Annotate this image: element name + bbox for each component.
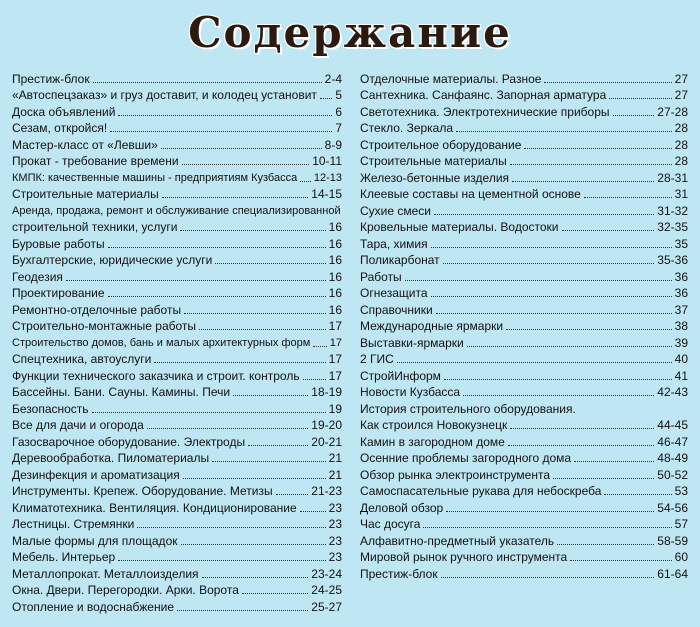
toc-leader-dots	[202, 577, 309, 578]
toc-leader-dots	[436, 313, 672, 314]
toc-entry-page: 23	[328, 533, 342, 548]
toc-leader-dots	[212, 461, 326, 462]
toc-entry-page: 10-11	[312, 154, 342, 168]
toc-entry[interactable]	[12, 499, 342, 516]
toc-entry-label: Геодезия	[12, 269, 63, 284]
toc-entry-page: 28-31	[657, 170, 688, 185]
toc-entry-label: Инструменты. Крепеж. Оборудование. Метизы	[12, 484, 273, 498]
toc-entry-label: Обзор рынка электроинструмента	[360, 467, 551, 482]
toc-entry[interactable]	[360, 433, 688, 450]
toc-entry-label: Буровые работы	[12, 236, 105, 251]
toc-entry-page: 35-36	[657, 253, 688, 267]
toc-entry[interactable]	[12, 565, 342, 582]
toc-entry-label: Тара, химия	[360, 236, 428, 251]
toc-leader-dots	[199, 329, 326, 330]
toc-entry-label: Новости Кузбасса	[360, 385, 461, 399]
toc-leader-dots	[434, 214, 654, 215]
toc-leader-dots	[463, 395, 654, 396]
toc-entry-label: Доска объявлений	[12, 104, 116, 119]
toc-entry-label: Сантехника. Санфаянс. Запорная арматура	[360, 88, 607, 102]
toc-entry-page: 31	[674, 187, 688, 201]
toc-entry[interactable]	[360, 186, 688, 203]
toc-leader-dots	[506, 329, 672, 330]
toc-entry-page: 42-43	[657, 385, 688, 399]
toc-entry-label: История строительного оборудования.	[360, 401, 576, 416]
toc-entry-page: 44-45	[657, 418, 688, 432]
toc-entry[interactable]	[360, 219, 688, 236]
toc-leader-dots	[313, 346, 326, 347]
toc-entry-label: Выставки-ярмарки	[360, 335, 464, 350]
toc-leader-dots	[161, 148, 322, 149]
toc-leader-dots	[181, 544, 326, 545]
toc-entry-page: 16	[328, 286, 342, 300]
toc-entry[interactable]	[12, 483, 342, 500]
toc-left-column	[12, 70, 342, 615]
toc-leader-dots	[562, 230, 655, 231]
toc-entry-label: Осенние проблемы загородного дома	[360, 451, 572, 465]
toc-entry-label: Сезам, откройся!	[12, 121, 108, 135]
toc-entry[interactable]	[12, 219, 342, 236]
toc-entry[interactable]	[12, 334, 342, 351]
toc-entry-page: 2-4	[324, 71, 342, 86]
toc-entry-page: 16	[328, 269, 342, 284]
toc-entry[interactable]	[12, 153, 342, 170]
toc-entry-page: 28	[674, 154, 688, 168]
toc-entry-label: Сухие смеси	[360, 203, 432, 218]
toc-entry[interactable]	[360, 301, 688, 318]
toc-entry[interactable]	[360, 499, 688, 516]
toc-entry-page: 48-49	[657, 451, 688, 465]
toc-entry[interactable]	[12, 186, 342, 203]
toc-entry-page: 6	[335, 104, 342, 119]
toc-entry[interactable]	[360, 532, 688, 549]
toc-entry-page: 53	[674, 484, 688, 498]
toc-entry[interactable]	[360, 483, 688, 500]
toc-entry[interactable]	[12, 367, 342, 384]
toc-entry-page: 17	[328, 319, 342, 333]
toc-entry-page: 37	[674, 302, 688, 317]
toc-entry-label: Работы	[360, 269, 402, 284]
toc-leader-dots	[180, 230, 325, 231]
toc-leader-dots	[609, 98, 671, 99]
toc-entry[interactable]	[360, 516, 688, 533]
toc-entry-page: 16	[328, 253, 342, 267]
toc-entry[interactable]	[12, 598, 342, 615]
toc-entry-page: 23	[328, 550, 342, 564]
toc-leader-dots	[584, 197, 672, 198]
toc-leader-dots	[508, 445, 654, 446]
toc-leader-dots	[154, 362, 325, 363]
toc-leader-dots	[118, 115, 332, 116]
toc-entry-page: 39	[674, 335, 688, 350]
toc-entry[interactable]	[12, 285, 342, 302]
toc-entry-page: 36	[674, 286, 688, 300]
toc-entry[interactable]	[360, 87, 688, 104]
toc-entry-page: 27	[674, 71, 688, 86]
toc-entry-page: 61-64	[657, 566, 688, 581]
toc-entry[interactable]	[12, 87, 342, 104]
toc-entry-label: Мировой рынок ручного инструмента	[360, 550, 568, 564]
toc-leader-dots	[570, 560, 671, 561]
toc-entry-label: Светотехника. Электротехнические приборы	[360, 104, 610, 119]
toc-entry-page: 32-35	[657, 220, 688, 234]
toc-entry-label: Камин в загородном доме	[360, 434, 505, 449]
toc-entry-page: 7	[335, 121, 342, 135]
toc-entry-page: 17	[329, 336, 342, 349]
toc-entry[interactable]	[360, 169, 688, 186]
toc-entry[interactable]	[12, 318, 342, 335]
toc-entry-page: 23-24	[311, 566, 342, 581]
toc-entry[interactable]	[360, 351, 688, 368]
toc-entry-label: Клеевые составы на цементной основе	[360, 187, 581, 201]
toc-entry-label: Огнезащита	[360, 286, 428, 300]
toc-entry[interactable]	[360, 367, 688, 384]
toc-entry-page: 41	[674, 368, 688, 383]
toc-leader-dots	[544, 82, 671, 83]
toc-entry-label: Ремонтно-отделочные работы	[12, 302, 182, 317]
toc-entry[interactable]	[360, 450, 688, 467]
toc-leader-dots	[456, 131, 672, 132]
toc-entry[interactable]	[360, 318, 688, 335]
toc-entry-label: Бассейны. Бани. Сауны. Камины. Печи	[12, 385, 231, 399]
toc-leader-dots	[303, 379, 326, 380]
toc-entry-label: Деловой обзор	[360, 500, 444, 515]
toc-entry-label: Деревообработка. Пиломатериалы	[12, 451, 210, 465]
toc-entry[interactable]	[360, 549, 688, 566]
toc-entry[interactable]	[360, 285, 688, 302]
toc-leader-dots	[137, 527, 325, 528]
toc-leader-dots	[423, 527, 671, 528]
toc-entry-page: 23	[328, 500, 342, 515]
toc-leader-dots	[147, 428, 308, 429]
toc-entry-page: 5	[335, 88, 342, 102]
toc-leader-dots	[405, 280, 672, 281]
toc-entry[interactable]	[12, 532, 342, 549]
toc-leader-dots	[431, 296, 672, 297]
toc-entry[interactable]	[360, 417, 688, 434]
toc-leader-dots	[108, 296, 326, 297]
toc-entry-page: 12-13	[313, 171, 342, 184]
toc-entry-label: Функции технического заказчика и строит. контроль	[12, 368, 300, 383]
toc-entry-page: 27-28	[657, 104, 688, 119]
toc-entry-page: 8-9	[324, 137, 342, 152]
toc-entry[interactable]	[12, 169, 342, 186]
toc-entry-page: 28	[674, 121, 688, 135]
toc-entry-page: 35	[674, 236, 688, 251]
toc-entry-page: 50-52	[657, 467, 688, 482]
toc-entry-page: 36	[674, 269, 688, 284]
toc-leader-dots	[441, 577, 655, 578]
toc-entry-page: 58-59	[657, 533, 688, 548]
toc-leader-dots	[613, 115, 655, 116]
toc-entry-label: Мастер-класс от «Левши»	[12, 137, 158, 152]
toc-entry[interactable]	[360, 268, 688, 285]
toc-leader-dots	[320, 98, 332, 99]
toc-leader-dots	[467, 346, 672, 347]
toc-entry[interactable]	[12, 351, 342, 368]
toc-entry[interactable]	[360, 384, 688, 401]
toc-entry-page: 25-27	[311, 599, 342, 614]
toc-leader-dots	[184, 313, 326, 314]
toc-entry-label: Спецтехника, автоуслуги	[12, 352, 152, 366]
toc-entry-page: 21	[328, 467, 342, 482]
toc-leader-dots	[248, 445, 308, 446]
toc-leader-dots	[397, 362, 672, 363]
toc-entry[interactable]	[12, 301, 342, 318]
toc-entry[interactable]	[360, 334, 688, 351]
toc-entry-page: 16	[328, 302, 342, 317]
toc-entry-label: Прокат - требование времени	[12, 154, 179, 168]
toc-entry-page: 40	[674, 352, 688, 366]
toc-entry-label: Строительные материалы	[360, 154, 507, 168]
toc-entry-page: 18-19	[311, 385, 342, 399]
toc-entry[interactable]	[360, 252, 688, 269]
page-title: Содержание	[188, 8, 512, 57]
toc-leader-dots	[215, 263, 325, 264]
toc-entry-page: 38	[674, 319, 688, 333]
toc-entry-page: 19-20	[311, 418, 342, 432]
toc-entry-page: 17	[328, 368, 342, 383]
toc-entry-page: 60	[674, 550, 688, 564]
toc-entry-label: Международные ярмарки	[360, 319, 504, 333]
toc-entry-label: Проектирование	[12, 286, 105, 300]
toc-entry[interactable]	[12, 120, 342, 137]
toc-entry-page: 28	[674, 137, 688, 152]
toc-entry-label: Климатотехника. Вентиляция. Кондиционирование	[12, 500, 297, 515]
toc-entry[interactable]	[360, 70, 688, 87]
toc-leader-dots	[553, 478, 654, 479]
toc-entry[interactable]	[12, 384, 342, 401]
toc-entry[interactable]	[360, 400, 688, 417]
toc-entry-label: Поликарбонат	[360, 253, 440, 267]
toc-entry-label: Престиж-блок	[360, 566, 438, 581]
toc-entry[interactable]	[12, 136, 342, 153]
toc-leader-dots	[182, 164, 310, 165]
toc-entry-label: Аренда, продажа, ремонт и обслуживание специализированной	[12, 204, 341, 217]
toc-entry[interactable]	[12, 235, 342, 252]
toc-entry-page: 31-32	[657, 203, 688, 218]
toc-entry-page: 23	[328, 517, 342, 531]
toc-leader-dots	[233, 395, 308, 396]
toc-entry-label: Самоспасательные рукава для небоскреба	[360, 484, 602, 498]
toc-leader-dots	[444, 379, 672, 380]
toc-leader-dots	[300, 511, 326, 512]
toc-leader-dots	[177, 610, 308, 611]
toc-entry-page: 46-47	[657, 434, 688, 449]
toc-entry-page: 27	[674, 88, 688, 102]
toc-entry[interactable]	[360, 120, 688, 137]
toc-entry[interactable]	[12, 252, 342, 269]
toc-entry[interactable]	[360, 153, 688, 170]
toc-leader-dots	[443, 263, 655, 264]
toc-entry-label: Стекло. Зеркала	[360, 121, 454, 135]
toc-entry-label: Железо-бетонные изделия	[360, 170, 510, 185]
toc-entry-label: 2 ГИС	[360, 352, 394, 366]
toc-entry[interactable]	[360, 235, 688, 252]
toc-entry-label: Строительство домов, бань и малых архитектурных форм	[12, 336, 311, 349]
toc-entry[interactable]	[12, 417, 342, 434]
toc-entry-label: Лестницы. Стремянки	[12, 517, 135, 531]
toc-entry-label: Строительное оборудование	[360, 137, 522, 152]
toc-entry-label: Отопление и водоснабжение	[12, 599, 174, 614]
toc-entry-page: 14-15	[311, 187, 342, 201]
toc-entry-label: СтройИнформ	[360, 368, 441, 383]
toc-entry[interactable]	[12, 582, 342, 599]
toc-entry-label: Как строился Новокузнецк	[360, 418, 508, 432]
toc-entry-page: 21	[328, 451, 342, 465]
toc-entry-page: 20-21	[311, 434, 342, 449]
toc-entry-label: строительной техники, услуги	[12, 220, 178, 234]
toc-entry-page: 21-23	[311, 484, 342, 498]
toc-entry-label: Час досуга	[360, 517, 421, 531]
toc-leader-dots	[431, 247, 672, 248]
toc-entry-page: 16	[328, 220, 342, 234]
toc-entry-label: Бухгалтерские, юридические услуги	[12, 253, 213, 267]
toc-entry-label: Кровельные материалы. Водостоки	[360, 220, 559, 234]
toc-entry-label: Безопасность	[12, 401, 89, 416]
toc-entry-label: Газосварочное оборудование. Электроды	[12, 434, 246, 449]
toc-entry-label: Дезинфекция и ароматизация	[12, 467, 180, 482]
toc-entry-label: Престиж-блок	[12, 71, 90, 86]
toc-entry-page: 16	[328, 236, 342, 251]
toc-leader-dots	[574, 461, 654, 462]
toc-entry[interactable]	[12, 433, 342, 450]
toc-leader-dots	[110, 131, 332, 132]
toc-leader-dots	[118, 560, 325, 561]
toc-entry[interactable]	[360, 202, 688, 219]
toc-entry-page: 54-56	[657, 500, 688, 515]
toc-entry[interactable]	[12, 450, 342, 467]
toc-leader-dots	[446, 511, 654, 512]
toc-entry-page: 24-25	[311, 583, 342, 597]
toc-leader-dots	[510, 164, 672, 165]
toc-leader-dots	[524, 148, 671, 149]
toc-entry-label: Строительные материалы	[12, 187, 159, 201]
toc-entry[interactable]	[360, 103, 688, 120]
toc-leader-dots	[92, 412, 326, 413]
toc-leader-dots	[512, 181, 654, 182]
toc-entry[interactable]	[360, 466, 688, 483]
toc-entry-label: КМПК: качественные машины - предприятиям Кузбасса	[12, 171, 298, 184]
toc-entry-page: 57	[674, 517, 688, 531]
toc-entry-label: Малые формы для площадок	[12, 533, 178, 548]
toc-leader-dots	[510, 428, 654, 429]
toc-entry-page: 17	[328, 352, 342, 366]
toc-entry-label: «Автоспецзаказ» и груз доставит, и колодец установит	[12, 88, 317, 102]
toc-entry-label: Строительно-монтажные работы	[12, 319, 197, 333]
toc-entry-label: Все для дачи и огорода	[12, 418, 144, 432]
toc-leader-dots	[604, 494, 671, 495]
toc-entry-label: Окна. Двери. Перегородки. Арки. Ворота	[12, 583, 239, 597]
toc-entry[interactable]	[12, 103, 342, 120]
toc-leader-dots	[108, 247, 326, 248]
toc-entry-label: Алфавитно-предметный указатель	[360, 533, 555, 548]
toc-entry-page: 19	[328, 401, 342, 416]
toc-leader-dots	[93, 82, 322, 83]
toc-leader-dots	[66, 280, 326, 281]
toc-entry-label: Справочники	[360, 302, 433, 317]
toc-entry[interactable]	[12, 466, 342, 483]
toc-entry[interactable]	[360, 136, 688, 153]
toc-entry[interactable]	[12, 400, 342, 417]
toc-entry[interactable]	[12, 268, 342, 285]
toc-leader-dots	[300, 181, 311, 182]
toc-right-column	[360, 70, 688, 582]
toc-entry-label: Отделочные материалы. Разное	[360, 71, 542, 86]
toc-entry-label: Мебель. Интерьер	[12, 550, 116, 564]
toc-leader-dots	[242, 593, 308, 594]
toc-entry[interactable]	[360, 565, 688, 582]
toc-entry[interactable]	[12, 549, 342, 566]
toc-entry-label: Металлопрокат. Металлоизделия	[12, 566, 199, 581]
toc-entry[interactable]	[12, 70, 342, 87]
toc-leader-dots	[276, 494, 309, 495]
toc-entry[interactable]	[12, 516, 342, 533]
toc-entry[interactable]	[12, 202, 342, 219]
toc-leader-dots	[557, 544, 654, 545]
toc-leader-dots	[162, 197, 309, 198]
toc-leader-dots	[183, 478, 326, 479]
